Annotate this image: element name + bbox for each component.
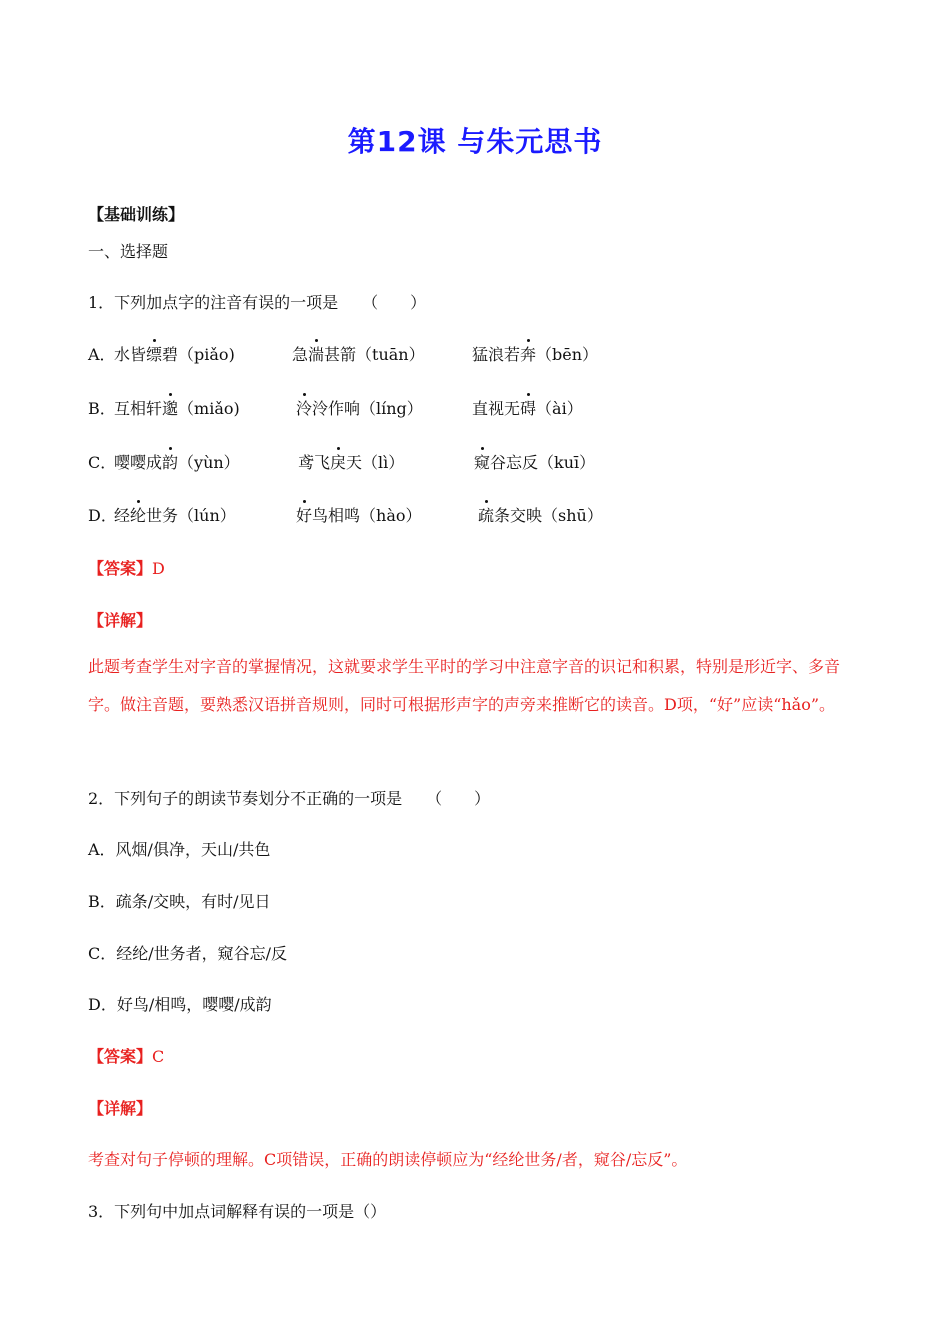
dotted-char: 邈 (162, 399, 179, 418)
question-3-stem: 3．下列句中加点词解释有误的一项是（） (88, 1202, 387, 1221)
option-item: 急湍甚箭（tuān） (292, 345, 425, 364)
dotted-char: 戾 (330, 453, 347, 472)
option-item: 直视无碍（ài） (472, 399, 583, 418)
question-1-stem: 1．下列加点字的注音有误的一项是 （ ） (88, 293, 427, 312)
option-item: 水皆缥碧（piǎo) (114, 345, 235, 364)
dotted-char: 湍 (308, 345, 325, 364)
q1-answer: 【答案】D (88, 559, 165, 578)
q2-detail-label: 【详解】 (88, 1099, 153, 1118)
q2-detail-text: 考查对句子停顿的理解。C项错误，正确的朗读停顿应为“经纶世务/者，窥谷/忘反”。 (88, 1150, 688, 1169)
dotted-char: 奔 (520, 345, 537, 364)
option-label: C． (88, 453, 117, 472)
dotted-char: 纶 (130, 506, 147, 525)
page-title: 第12课 与朱元思书 (347, 125, 603, 158)
option-item: 互相轩邈（miǎo) (114, 399, 240, 418)
dotted-char: 窥 (474, 453, 491, 472)
option-label: A． (88, 345, 116, 364)
q2-option-b: B．疏条/交映，有时/见日 (88, 892, 271, 911)
question-2-stem: 2．下列句子的朗读节奏划分不正确的一项是 （ ） (88, 789, 491, 808)
q2-option-a: A．风烟/俱净，天山/共色 (88, 840, 271, 859)
q2-answer: 【答案】C (88, 1047, 165, 1066)
dotted-char: 好 (296, 506, 313, 525)
option-item: 疏条交映（shū） (478, 506, 603, 525)
part-heading: 一、选择题 (88, 242, 169, 261)
dotted-char: 缥 (146, 345, 163, 364)
q1-detail-label: 【详解】 (88, 611, 153, 630)
q2-option-c: C．经纶/世务者，窥谷忘/反 (88, 944, 288, 963)
option-item: 猛浪若奔（bēn） (472, 345, 599, 364)
option-item: 泠泠作响（líng） (296, 399, 423, 418)
dotted-char: 韵 (162, 453, 179, 472)
dotted-char: 疏 (478, 506, 495, 525)
q1-detail-text: 此题考查学生对字音的掌握情况，这就要求学生平时的学习中注意字音的识记和积累，特别是形近字、多音字。做注音题，要熟悉汉语拼音规则，同时可根据形声字的声旁来推断它的读音。D项，“好”应读“hǎo”。 (88, 657, 841, 714)
option-item: 鸢飞戾天（lì） (298, 453, 405, 472)
dotted-char: 泠 (296, 399, 313, 418)
option-label: D． (88, 506, 117, 525)
section-heading: 【基础训练】 (88, 205, 185, 224)
option-item: 窥谷忘反（kuī） (474, 453, 596, 472)
option-item: 嘤嘤成韵（yùn） (114, 453, 240, 472)
q2-option-d: D．好鸟/相鸣，嘤嘤/成韵 (88, 995, 272, 1014)
option-label: B． (88, 399, 116, 418)
option-item: 经纶世务（lún） (114, 506, 236, 525)
option-item: 好鸟相鸣（hào） (296, 506, 422, 525)
dotted-char: 碍 (520, 399, 537, 418)
